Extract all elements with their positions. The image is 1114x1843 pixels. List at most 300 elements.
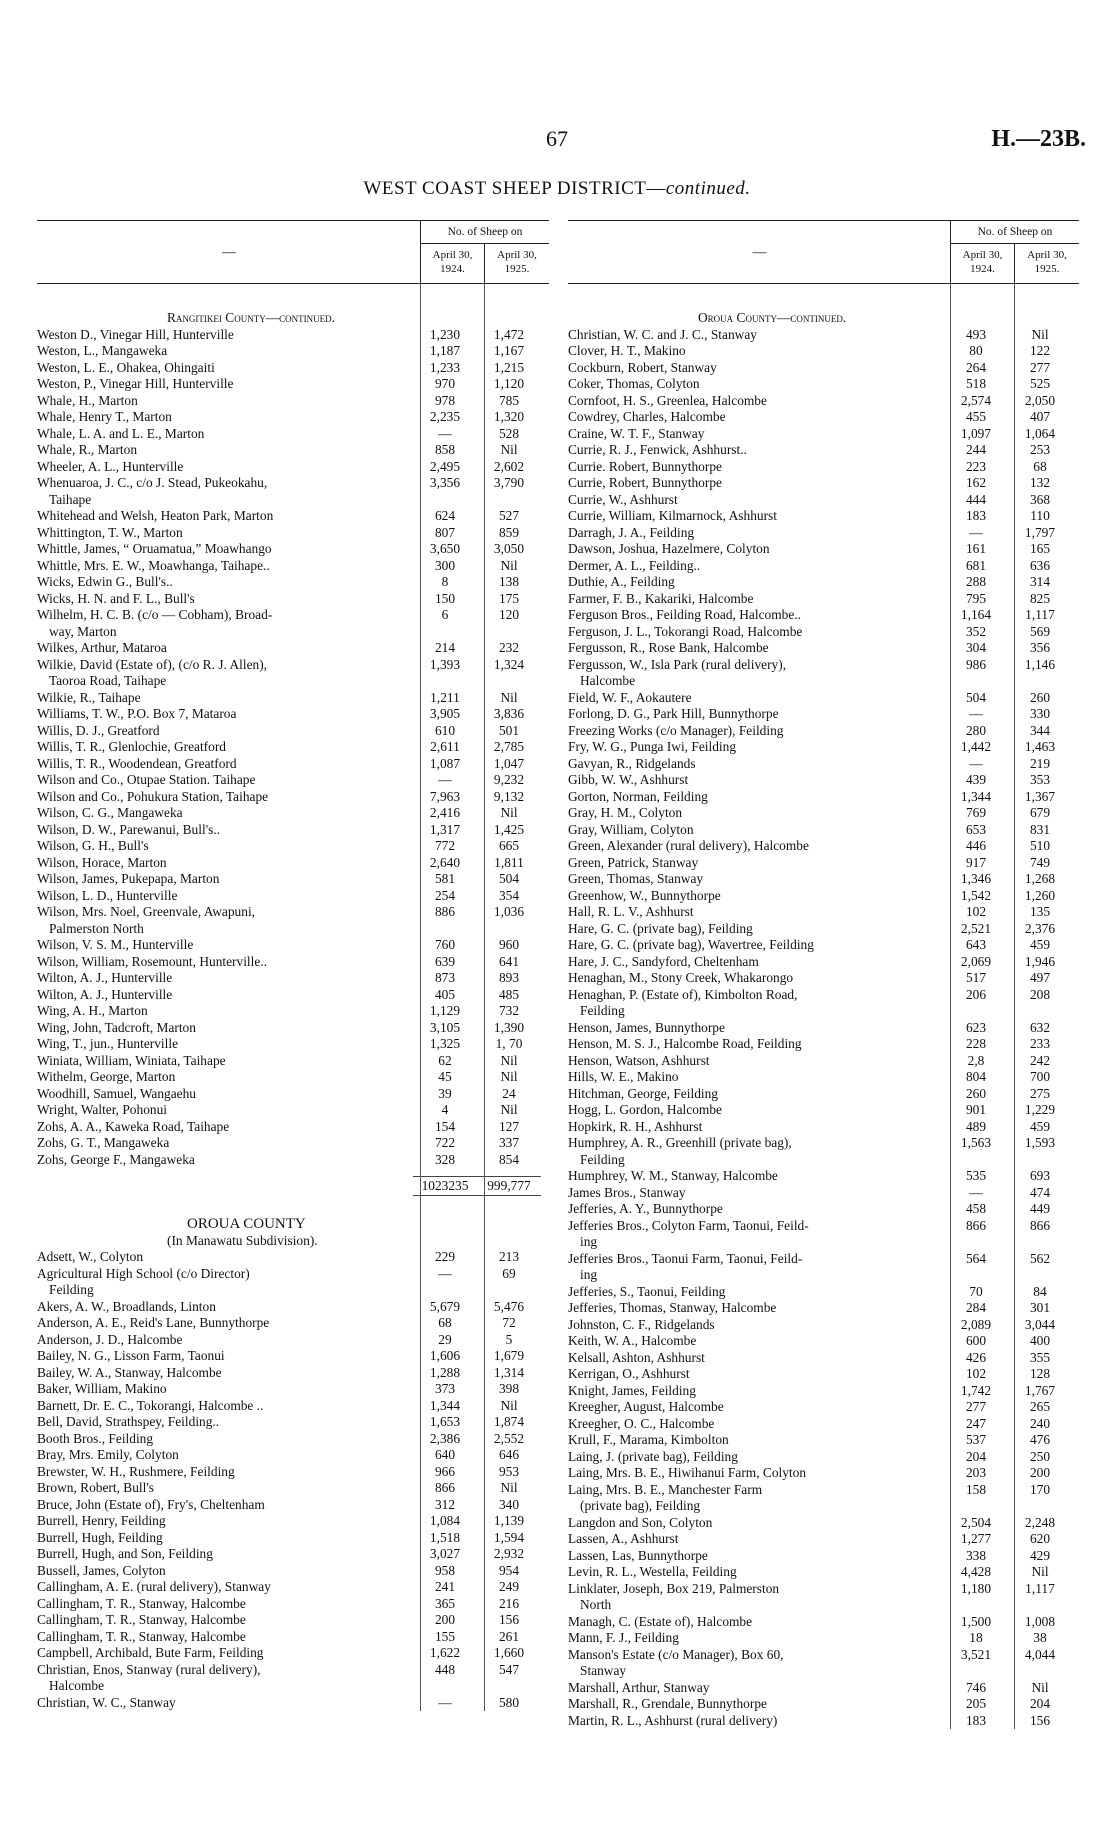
table-row [37,871,549,888]
row-name-text: Freezing Works (c/o Manager), Feilding [568,722,784,738]
sheep-count-1924: 3,650 [429,541,461,556]
row-name [568,1333,944,1350]
row-name [37,426,413,443]
sheep-count-1925: 1,146 [1024,656,1056,672]
row-name-continuation: Feilding [580,1151,625,1167]
table-row [568,574,1079,591]
sheep-count-1925: 156 [498,1612,520,1627]
table-row [37,327,549,344]
sheep-count-1925: 547 [498,1661,520,1677]
sheep-count-1925: 1,117 [1025,1580,1055,1596]
row-name-text: Wilson, V. S. M., Hunterville [37,937,194,952]
sheep-count-1925: Nil [1031,326,1049,342]
header-dash: — [752,245,767,260]
row-name [37,1003,413,1020]
row-name-continuation: way, Marton [49,623,117,639]
row-name [37,855,413,872]
sheep-count-1924: 653 [965,821,987,837]
sheep-count-1924: 277 [965,1399,987,1414]
sheep-count-1925: 831 [1029,821,1051,837]
row-name-text: Currie. Robert, Bunnythorpe [568,458,722,474]
row-name-text: Hills, W. E., Makino [568,1069,679,1084]
row-name-text: Wilkes, Arthur, Mataroa [37,640,167,655]
sheep-count-1925: 636 [1029,557,1051,573]
sheep-count-1924: 247 [965,1415,987,1431]
sheep-count-1925: 527 [498,508,520,523]
row-name [37,690,413,707]
table-row [568,1086,1079,1103]
table-row [37,1249,549,1266]
row-name [568,475,944,492]
row-name-text: Cornfoot, H. S., Greenlea, Halcombe [568,392,767,408]
table-row [37,706,549,723]
row-name-text: Callingham, A. E. (rural delivery), Stanway [37,1579,271,1594]
row-name [568,838,944,855]
sheep-count-1925: 485 [498,986,520,1002]
row-name [37,970,413,987]
table-row [568,1020,1079,1037]
row-name [568,1366,944,1383]
row-name-text: Mann, F. J., Feilding [568,1630,679,1645]
row-name-text: Zohs, George F., Mangaweka [37,1151,195,1167]
sheep-count-1925: 122 [1029,343,1051,358]
sheep-count-1925: 459 [1029,1118,1051,1134]
row-name-text: Krull, F., Marama, Kimbolton [568,1432,729,1447]
sheep-count-1925: 5 [505,1331,513,1347]
sheep-count-1924: 623 [965,1019,987,1035]
row-name [568,1201,944,1218]
table-row [568,1399,1079,1416]
table-row [568,954,1079,971]
sheep-count-1925: 355 [1029,1349,1051,1365]
row-name [568,1185,944,1202]
row-name [37,1348,413,1365]
row-name [568,376,944,393]
sheep-count-1925: 398 [498,1381,520,1396]
table-row [568,1614,1079,1631]
table-row [37,1299,549,1316]
sheep-count-1925: 1,268 [1024,871,1056,886]
sheep-count-1925: 368 [1029,491,1051,507]
sheep-count-1925: 1,120 [493,376,525,391]
sheep-count-1924: 4 [441,1102,449,1117]
table-row [37,409,549,426]
row-name-text: Booth Bros., Feilding [37,1430,154,1446]
table-row [568,327,1079,344]
sheep-count-1924: 1,187 [429,343,461,358]
table-row [37,1365,549,1382]
sheep-count-1925: 3,050 [493,541,525,556]
table-row [568,525,1079,542]
row-name [37,772,413,789]
table-row [37,591,549,608]
sheep-count-1924: 3,105 [429,1019,461,1035]
table-row [568,558,1079,575]
row-name [568,1135,944,1168]
table-row [37,1513,549,1530]
row-name [37,442,413,459]
row-name [568,1350,944,1367]
table-row [568,1548,1079,1565]
table-row [568,459,1079,476]
row-name [568,409,944,426]
sheep-count-1924: 639 [434,953,456,969]
row-name-text: Gray, H. M., Colyton [568,805,683,820]
row-name [568,1053,944,1070]
row-name-text: Currie, Robert, Bunnythorpe [568,475,722,490]
sheep-count-1924: 161 [965,541,987,556]
row-name-text: Wilhelm, H. C. B. (c/o — Cobham), Broad- [37,607,273,622]
sheep-count-1925: 1,324 [493,656,525,672]
sheep-count-1924: 624 [434,508,456,523]
sheep-count-1925: Nil [1031,1679,1049,1695]
row-name-text: James Bros., Stanway [568,1184,686,1200]
section-heading: Rangitikei County—continued. [167,310,335,325]
row-name [568,789,944,806]
sheep-count-1925: 2,785 [493,739,525,754]
sheep-count-1924: 2,504 [960,1514,992,1530]
table-row [568,904,1079,921]
row-name [568,1564,944,1581]
sheep-count-1925: 866 [1029,1217,1051,1233]
table-row [37,756,549,773]
row-name [568,987,944,1020]
row-name [37,937,413,954]
sheep-count-1924: 517 [965,970,987,985]
row-name-continuation: Stanway [580,1663,627,1678]
row-name [568,1102,944,1119]
sheep-count-1924: — [438,425,452,441]
sheep-count-1924: 204 [965,1448,987,1464]
row-name [568,723,944,740]
sheep-count-1924: 807 [434,524,456,540]
row-name-text: Langdon and Son, Colyton [568,1514,713,1530]
row-name-text: Christian, W. C., Stanway [37,1694,176,1710]
table-row [37,772,549,789]
row-name [37,723,413,740]
row-name-text: Hare, G. C. (private bag), Wavertree, Feilding [568,937,814,952]
table-row [37,937,549,954]
sheep-count-1925: Nil [500,557,518,573]
row-name-text: Field, W. F., Aokautere [568,689,692,705]
table-row [37,508,549,525]
sheep-count-1924: — [438,1694,452,1710]
sheep-count-1925: 400 [1029,1333,1051,1348]
sheep-count-1924: 978 [434,392,456,408]
table-row [37,1629,549,1646]
table-row [37,1447,549,1464]
row-name [568,1300,944,1317]
row-name-text: Wright, Walter, Pohonui [37,1102,168,1117]
sheep-count-1925: 208 [1029,986,1051,1002]
row-name [37,508,413,525]
sheep-count-1925: 1,660 [493,1645,525,1660]
table-row [37,1102,549,1119]
row-name [568,558,944,575]
row-name [568,607,944,624]
sheep-count-1925: 960 [498,937,520,952]
sheep-count-1925: 665 [498,838,520,853]
sheep-count-1924: 203 [965,1465,987,1480]
row-name [568,426,944,443]
table-row [37,607,549,640]
row-name [37,1086,413,1103]
sheep-count-1925: 69 [502,1265,516,1281]
sheep-count-1925: 200 [1029,1465,1051,1480]
row-name [37,1020,413,1037]
row-name-text: Whale, R., Marton [37,442,138,457]
sheep-count-1925: 250 [1029,1448,1051,1464]
row-name-text: Jefferies, S., Taonui, Feilding [568,1283,726,1299]
row-name-continuation: Palmerston North [49,920,144,936]
row-name [37,805,413,822]
row-name-text: Gray, William, Colyton [568,821,694,837]
sheep-count-1925: 620 [1029,1531,1051,1546]
row-name-text: Jefferies, Thomas, Stanway, Halcombe [568,1300,777,1315]
sheep-count-1925: 1,064 [1024,425,1056,441]
sheep-count-1925: 510 [1029,838,1051,853]
table-row [37,1530,549,1547]
row-name [568,1416,944,1433]
row-name [568,855,944,872]
sheep-count-1925: Nil [500,1069,518,1084]
table-row [37,393,549,410]
sheep-count-1924: 18 [969,1630,983,1645]
row-name [568,1086,944,1103]
sheep-count-1925: 504 [498,871,520,886]
sheep-count-1925: 72 [502,1315,516,1330]
sheep-count-1924: 7,963 [429,788,461,804]
row-name-continuation: Halcombe [580,673,636,688]
table-row [37,1003,549,1020]
table-row [568,1135,1079,1168]
totals-label [37,1176,413,1196]
sheep-count-1924: 444 [965,491,987,507]
row-name-text: Wilkie, David (Estate of), (c/o R. J. Allen), [37,656,268,672]
table-row [37,1464,549,1481]
row-name-text: Bussell, James, Colyton [37,1562,166,1578]
table-row [37,1398,549,1415]
row-name [568,1465,944,1482]
sheep-count-1924: 1,087 [429,755,461,771]
sheep-count-1925: 2,932 [493,1546,525,1561]
sheep-count-1924: 535 [965,1168,987,1183]
row-name-text: Ferguson Bros., Feilding Road, Halcombe.. [568,607,801,622]
section-heading: (In Manawatu Subdivision). [167,1232,318,1248]
row-name [568,706,944,723]
table-row [568,1531,1079,1548]
row-name [568,954,944,971]
table-row [568,1383,1079,1400]
table-row [37,459,549,476]
table-row [568,1366,1079,1383]
sheep-count-1925: 528 [498,425,520,441]
row-name-text: Bray, Mrs. Emily, Colyton [37,1447,179,1462]
row-name [568,1317,944,1334]
table-row [568,739,1079,756]
row-name [568,508,944,525]
sheep-count-1925: 2,602 [493,458,525,474]
table-row [37,1645,549,1662]
row-name [568,970,944,987]
row-name [568,1251,944,1284]
sheep-count-1924: 1,393 [429,656,461,672]
table-row [568,409,1079,426]
row-name-text: Callingham, T. R., Stanway, Halcombe [37,1612,246,1627]
sheep-count-1924: 260 [965,1085,987,1101]
sheep-count-1924: 600 [965,1333,987,1348]
row-name-text: Managh, C. (Estate of), Halcombe [568,1613,753,1629]
table-row [37,1020,549,1037]
sheep-count-1925: 204 [1029,1696,1051,1711]
sheep-count-1925: 1,425 [493,821,525,837]
table-row [37,1348,549,1365]
row-name-text: Currie, W., Ashhurst [568,491,678,507]
table-header-left [37,220,549,284]
sheep-count-1924: 681 [965,557,987,573]
row-name-text: Whittle, James, “ Oruamatua,” Moawhango [37,541,272,556]
row-name [568,1399,944,1416]
row-name-text: Whale, H., Marton [37,392,138,408]
sheep-count-1924: 518 [965,376,987,391]
sheep-count-1924: 2,8 [967,1052,985,1068]
sheep-count-1925: 459 [1029,937,1051,952]
sheep-count-1925: 260 [1029,689,1051,705]
sheep-count-1925: 1,008 [1024,1613,1056,1629]
row-name-text: Willis, T. R., Woodendean, Greatford [37,755,237,771]
row-name-text: Weston, P., Vinegar Hill, Hunterville [37,376,234,391]
row-name [568,1630,944,1647]
sheep-count-1924: — [969,524,983,540]
row-name-text: Brown, Robert, Bull's [37,1480,154,1495]
row-name-text: Fry, W. G., Punga Iwi, Feilding [568,739,737,754]
row-name [568,1020,944,1037]
table-row [568,1119,1079,1136]
row-name-text: Henson, James, Bunnythorpe [568,1019,725,1035]
row-name-continuation: Taoroa Road, Taihape [49,673,167,688]
sheep-count-1925: Nil [500,689,518,705]
row-name-text: Hare, G. C. (private bag), Feilding [568,920,753,936]
row-name-text: Forlong, D. G., Park Hill, Bunnythorpe [568,706,779,721]
row-name [568,1482,944,1515]
row-name [568,459,944,476]
row-name-text: Wing, A. H., Marton [37,1003,148,1018]
sheep-count-1925: 1,367 [1024,788,1056,804]
row-name-text: Wilson, C. G., Mangaweka [37,805,183,820]
row-name-text: Jefferies Bros., Taonui Farm, Taonui, Feild- [568,1250,803,1266]
sheep-count-1925: 242 [1029,1052,1051,1068]
row-name [37,1266,413,1299]
row-name-text: Williams, T. W., P.O. Box 7, Mataroa [37,706,237,721]
row-name [37,1414,413,1431]
sheep-count-1924: 760 [434,937,456,952]
sheep-count-1925: 2,248 [1024,1514,1056,1530]
sheep-count-1924: 426 [965,1349,987,1365]
table-row [37,1579,549,1596]
sheep-count-1924: 223 [965,458,987,474]
table-row [568,1317,1079,1334]
row-name [37,1299,413,1316]
row-name [37,904,413,937]
table-row [37,1546,549,1563]
sheep-count-1924: 5,679 [429,1298,461,1314]
sheep-count-label: No. of Sheep on [421,221,549,244]
row-name-text: Kreegher, O. C., Halcombe [568,1415,715,1431]
row-name [568,1713,944,1730]
sheep-count-1924: 4,428 [960,1564,992,1579]
row-name [37,607,413,640]
sheep-count-1924: 958 [434,1562,456,1578]
row-name [37,1497,413,1514]
page-title [0,178,1114,200]
row-name [37,1546,413,1563]
sheep-count-1925: 240 [1029,1415,1051,1431]
section-heading: OROUA COUNTY [187,1216,306,1232]
row-name-text: Henaghan, M., Stony Creek, Whakarongo [568,970,794,985]
table-row [37,1414,549,1431]
row-name-text: Zohs, A. A., Kaweka Road, Taihape [37,1118,230,1134]
table-row [568,838,1079,855]
row-name-text: Burrell, Henry, Feilding [37,1513,166,1528]
table-row [37,954,549,971]
sheep-count-1925: 825 [1029,590,1051,606]
row-name [37,574,413,591]
table-row [37,426,549,443]
row-name [568,541,944,558]
row-name [37,343,413,360]
sheep-count-1924: 2,640 [429,854,461,870]
sheep-count-1924: 769 [965,805,987,820]
sheep-count-1925: 407 [1029,409,1051,424]
table-row [568,1581,1079,1614]
sheep-count-1925: 165 [1029,541,1051,556]
table-row [37,1036,549,1053]
sheep-count-1925: 1,811 [494,854,524,870]
sheep-count-1924: 866 [434,1480,456,1495]
sheep-count-1925: 1,215 [493,359,525,375]
sheep-count-1924: 405 [434,986,456,1002]
table-row [568,1564,1079,1581]
row-name-text: Hall, R. L. V., Ashhurst [568,904,694,919]
sheep-count-1925: 156 [1029,1712,1051,1728]
sheep-count-1925: 132 [1029,475,1051,490]
row-name [568,1069,944,1086]
row-name-continuation: North [580,1597,612,1612]
row-name-continuation: Halcombe [49,1678,105,1693]
row-name [568,1383,944,1400]
row-name [37,1596,413,1613]
sheep-count-1924: 1,518 [429,1529,461,1545]
sheep-count-1924: 373 [434,1381,456,1396]
table-row [37,888,549,905]
row-name [37,1119,413,1136]
sheep-count-1924: 3,521 [960,1646,992,1662]
row-name [37,1629,413,1646]
sheep-count-1925: 170 [1029,1481,1051,1497]
row-name-text: Green, Thomas, Stanway [568,871,704,886]
row-name-text: Baker, William, Makino [37,1381,167,1396]
sheep-count-1924: 1,317 [429,821,461,837]
sheep-count-1925: 9,132 [493,788,525,804]
sheep-count-1924: 1,346 [960,871,992,886]
row-name-text: Laing, Mrs. B. E., Hiwihanui Farm, Colyton [568,1465,807,1480]
sheep-count-1925: 356 [1029,640,1051,655]
row-name-text: Weston D., Vinegar Hill, Hunterville [37,326,234,342]
sheep-count-1924: 2,416 [429,805,461,820]
sheep-count-1925: 859 [498,524,520,540]
row-name-continuation: ing [580,1234,598,1249]
table-row [37,360,549,377]
